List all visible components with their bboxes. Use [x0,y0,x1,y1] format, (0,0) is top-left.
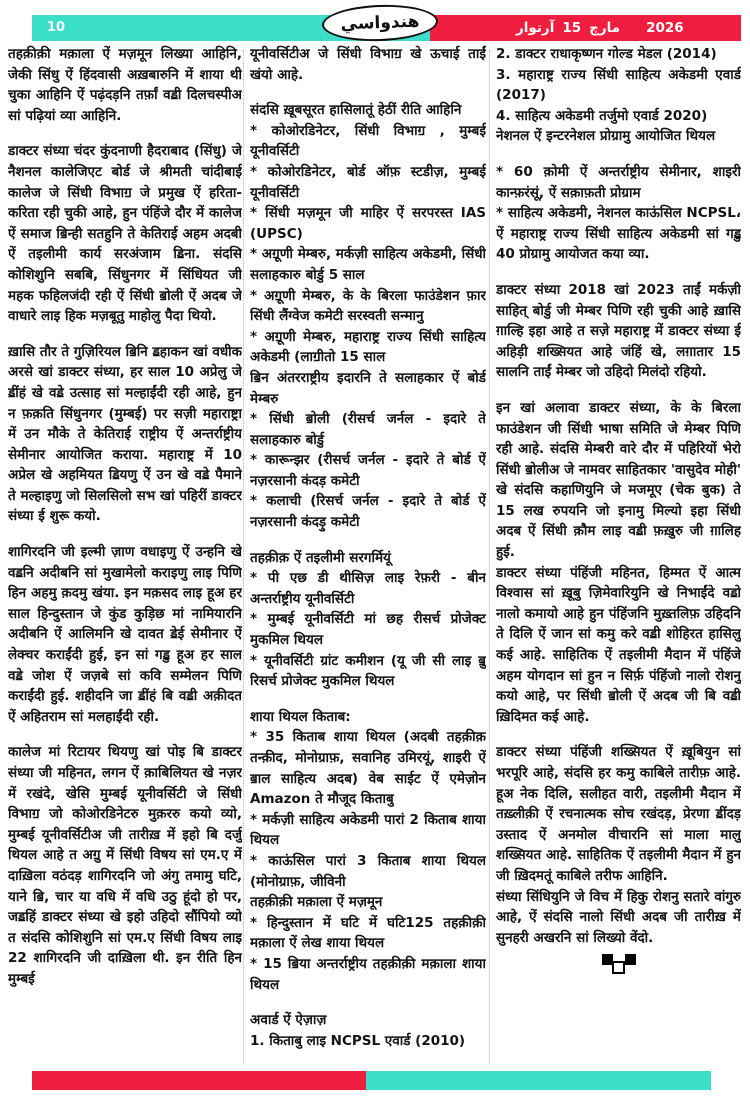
bullet-item: * काऊंसिल पारां 3 किताब शाया थियल (मोनोग्राफ़, जीविनी [250,852,486,890]
bullet-item: * यूनीवर्सिटी ग्रांट कमीशन (यू जी सी लाइ ॿु रिसर्च प्रोजेक्ट मुकमिल थियल [250,652,486,690]
article-paragraph: डाक्टर संध्या पंहिंजी शख्सियत ऐं ख़ूबियुन सां भरपूरि आहे, संदसि हर कमु काबिले तारीफ़ आहे. हूअ नेक दिलि, सलीहत वारी, तइलीमी मैदान में तख़्लीक़ी ऐं रचनात्मक सोच रखंदड़, प्रेरणा ॾींदड़ उस्ताद ऐं अनमोल वीचारनि सां माला मालु शख्सियत आहे. साहितिक ऐं तइलीमी मैदान में हुन जी ख़िदमतूं काबिले तरीफ आहिनि. [496,744,741,884]
endmark-square [625,954,636,965]
masthead-title: هندواسي [340,11,420,35]
bullet-item: * हिन्दुस्तान में घटि में घटि125 तहक़ीक़ी मक़ाला ऐं लेख शाया थियल [250,914,486,952]
bullet-item: * कलाची (रिसर्च जर्नल - इदारे ते बोर्ड ऐं नज़रसानी कंदड़ु कमेटी [250,493,486,531]
bullet-item: * कारून्झर (रीसर्च जर्नल - इदारे ते बोर्ड ऐं नज़रसानी कंदड़ कमेटी [250,452,486,489]
bullet-item: * कोओरडिनेटर, सिंधी विभाॻ , मुम्बई यूनीवर्सिटी [250,122,486,160]
bullet-item: * साहित्य अकेडमी, नेशनल काऊंसिल NCPSL، ऐं महाराष्ट्र राज्य सिंधी साहित्य अकेडमी सां गॾु 40 प्रोग्रामु आयोजत कया व्या. [496,205,741,263]
issue-date [516,15,684,41]
bullet-item: ॿिन अंतरराष्ट्रीय इदारनि ते सलाहकार ऐं बोर्ड मेम्बरु [250,369,486,407]
bullet-item: * मुम्बई यूनीवर्सिटी मां छह रीसर्च प्रोजेक्ट मुकमिल थियल [250,611,486,649]
article-paragraph: डाक्टर संध्या चंदर कुंदनाणी हैदराबाद (सिंधु) जे नैशनल कालेजिएट बोर्ड जे श्रीमती चांदीबाई कालेज जे सिंधी विभाॻ जे प्रमुख ऐं हरिता-करिता रही चुकी आहे, हुन पंहिंजे दौर में कालेज ऐं समाज ॿिन्ही सतहुनि ते केतिराई अहम अदबी ऐं तइलीमी कार्य सरअंजाम ॾिना. संदसि कोशिशुनि सबबि, सिंधुनगर में सिंधियत जी महक फहिलजंदी रही ऐं सिंधी ॿोली ऐं अदब जे वाधारे लाइ हिक मज़बूतु माहोलु पैदा थियो. [8,143,242,325]
section-heading: तहक़ीक़ी मक़ाला ऐं मज़मून [250,894,383,911]
bullet-item: * अॻूणी मेम्बरु, महाराष्ट्र राज्य सिंधी साहित्य अकेडमी (लाॻीतो 15 साल [250,328,486,366]
year-number: 2026 [646,20,684,36]
article-paragraph: शागिरदनि जी इल्मी ज़ाण वधाइणु ऐं उन्हनि खे वॾनि अदीबनि सां मुखामेलो कराइणु लाइ पिणि हिन अहमु क़दमु खंया. इन मक़सद लाइ हूअ हर साल हिन्दुस्तान जे कुंड कुड़िछ मां नामियारनि अदीबनि ऐं आलिमनि खे दावत ॾेई सेमीनार ऐं लेक्चर कराईंदी हुई, इन सां गॾु हूअ हर साल वॾे जोश ऐं जज़बे सां कवि सम्मेलन पिणि कराईंदी हुई. शहीदनि जा ॾींहं बि वॾी अक़ीदत ऐं अहितराम सां मलहाईंदी रही. [8,544,242,725]
bullet-item: * मर्कज़ी साहित्य अकेडमी पारां 2 किताब शाया थियल [250,811,486,849]
bullet-item: * 15 ॿिया अन्तर्राष्ट्रीय तहक़ीक़ी मक़ाला शाया थियल [250,955,486,993]
footer-red-band [32,1071,366,1090]
bullet-item: * 60 क़ोमी ऐं अन्तर्राष्ट्रीय सेमीनार, शाइरी कान्फ़रंसूं, ऐं सक़ाफ़ती प्रोग्राम [496,163,741,201]
article-paragraph: कालेज मां रिटायर थियणु खां पोइ बि डाक्टर संध्या जी महिनत, लगन ऐं क़ाबिलियत खे नज़र में रखंदे, खेसि मुम्बई यूनीवर्सिटी जे सिंधी विभाॻ जो कोओरडिनेटरु मुक़ररु कयो व्यो, मुम्बई यूनीवर्सिटीअ जी तारीख़ में इहो बि दर्जु थियल आहे त अॻु में सिंधी विषय सां एम.ए में दाख़िला वठंदड़ शागिरदनि जो अंगु तमामु घटि, याने ॿि, चार या वधि में वधि उठु हूंदो हो पर, जॾहिं डाक्टर संध्या खे इहो उहिदो सौंपियो व्यो त संदसि कोशिशुनि सां एम.ए सिंधी विषय लाइ 22 शागिरदनि जी दाख़िला थी. इन रीति हिन मुम्बई [8,744,242,987]
bullet-item: * पी एछ डी थीसिज़ लाइ रेफ़री - बीन अन्तर्राष्ट्रीय यूनीवर्सिटी [250,570,486,607]
bullet-item: * अॻूणी मेम्बरु, के के बिरला फाउंडेशन फ़ार सिंधी लैंग्वेज कमेटी सरस्वती सन्मानु [250,287,486,325]
endmark-square [612,961,625,974]
day-number: 15 [562,20,582,36]
bullet-item: * अॻूणी मेम्बरु, मर्कज़ी साहित्य अकेडमी, सिंधी सलाहकारु बोर्डु 5 साल [250,246,486,283]
article-column-left [8,44,242,1068]
bullet-item: * कोओरडिनेटर, बोर्ड ऑफ़ स्टडीज़, मुम्बई यूनीवर्सिटी [250,163,486,201]
weekday-label: آرتوار [516,20,555,36]
section-heading: नेशनल ऐं इन्टरनेशल प्रोग्रामु आयोजित थियल [496,128,716,145]
numbered-item: 3. महाराष्ट्र राज्य सिंधी साहित्य अकेडमी एवार्ड (2017) [496,66,741,104]
month-label: مارچ [589,20,621,36]
numbered-item: 2. डाक्टर राधाकृष्णन गोल्ड मेडल (2014) [496,46,717,62]
section-heading: संदसि ख़ूबसूरत हासिलातूं हेठीं रीति आहिनि [250,102,462,119]
numbered-item: 4. साहित्य अकेडमी तर्जुमो एवार्ड 2020) [496,107,708,124]
article-paragraph: डाक्टर संध्या पंहिंजी महिनत, हिम्मत ऐं आत्म विश्वास सां ख़ूबु ज़िमेवारियुनि खे निभाईंदे वॾो नालो कमायो आहे हुन पंहिंजनि मुख़्तलिफ़ उहिदनि ते दिलि ऐं जान सां कमु करे वॾी शोहिरत हासिलु कई आहे. साहितिक ऐं तइलीमी मैदान में पंहिंजे अहम योगदान सां हुन न सिर्फ़ पंहिंजो नालो रोशनु कयो आहे, पर सिंधी ॿोली ऐं अदब जी बि वॾी ख़िदिमत कई आहे. [496,564,741,725]
article-paragraph: तहक़ीक़ी मक़ाला ऐं मज़मून लिख्या आहिनि, जेकी सिंधु ऐं हिंदवासी अख़बारुनि में शाया थी चुका आहिनि ऐं पढ़ंदड़नि तर्फ़ां वॾी दिलचस्पीअ सां पढ़ियां व्या आहिनि. [8,46,242,124]
article-paragraph: ख़ासि तौर ते गुज़िरियल ॿिनि ॾहाकन खां वधीक अरसे खां डाक्टर संध्या, हर साल 10 अप्रेलु जे ॾींहं खे वॾे उत्साह सां मल्हाईंदी रही आहे, हुन न फ़क़ति सिंधुनगर (मुम्बई) पर सज़ी महाराष्ट्रा में उन मौके ते केतिराई राष्ट्रीय ऐं अन्तर्राष्ट्रीय सेमीनार आयोजित कराया. महाराष्ट्र में 10 अप्रेल खे अहमियत ॾियणु ऐं उन खे वॾे पैमाने ते मल्हाइणु जो सिलसिलो सभ खां पहिरीं डाक्टर संध्या ई शुरू कयो. [8,343,242,525]
footer-teal-band [366,1071,711,1090]
bullet-item: * 35 किताब शाया थियल (अदबी तहक़ीक़ तन्क़ीद, मोनोग्राफ़, सवानिह उमिरयूं, शाइरी ऐं ॿाल साहित्य अदब) वेब साईट ऐं एमेज़ोन Amazon ते मौजूद किताबु [250,729,486,808]
section-heading: तहक़ीक़ ऐं तइलीमी सरगर्मियूं [250,549,391,566]
bullet-item: * सिंधी मज़मून जी माहिर ऐं सरपरस्त IAS (UPSC) [250,205,486,242]
section-heading: अवार्ड ऐं ऐज़ाज़ [250,1012,327,1029]
section-heading: शाया थियल किताब: [250,708,351,725]
end-of-article-mark [602,954,636,976]
article-paragraph: संध्या सिंधियुनि जे विच में हिकु रोशनु सतारे वांगुरु आहे, ऐं संदसि नालो सिंधी अदब जी तारीख़ में सुनहरी अखरनि सां लिख्यो वेंदो. [496,888,741,946]
bullet-item: * सिंधी ॿोली (रीसर्च जर्नल - इदारे ते सलाहकारु बोर्डु [250,411,486,448]
page-number: 10 [47,20,66,35]
column-divider [243,50,244,1064]
article-column-right [496,44,741,1068]
article-column-middle [250,44,486,1068]
article-paragraph: डाक्टर संध्या 2018 खां 2023 ताईं मर्कज़ी साहित् बोर्डु जी मेम्बर पिणि रही चुकी आहे ख़ासि ग़ाल्हि इहा आहे त सज़े महाराष्ट्र में डाक्टर संध्या ई अहिड़ी शख्सियत आहे जंहिं खे, लग़ातार 15 सालनि ताईं मेम्बर जो उहिदो मिलंदो रहियो. [496,281,741,381]
column-divider [489,50,490,1064]
numbered-item: 1. किताबु लाइ NCPSL एवार्ड (2010) [250,1032,466,1049]
article-paragraph: यूनीवर्सिटीअ जे सिंधी विभाॻ खे ऊचाई ताईं खंयो आहे. [250,46,486,83]
article-paragraph: इन खां अलावा डाक्टर संध्या, के के बिरला फाउंडेशन जी सिंधी भाषा समिति जे मेम्बर पिणि रही आहे. संदसि मेम्बरी वारे दौर में पहिरियों भेरो सिंधी ॿोलीअ जे नामवर साहितकार 'वासुदेव मोही' खे संदसि कहाणियुनि जे मजमूए (चेक बुक) ते 15 लख रुपयनि जो इनामु मिल्यो इहा सिंधी अदब ऐं सिंधी क़ौम लाइ वॾी फ़ख़ुरु जी ग़ालिह हुई. [496,399,741,561]
